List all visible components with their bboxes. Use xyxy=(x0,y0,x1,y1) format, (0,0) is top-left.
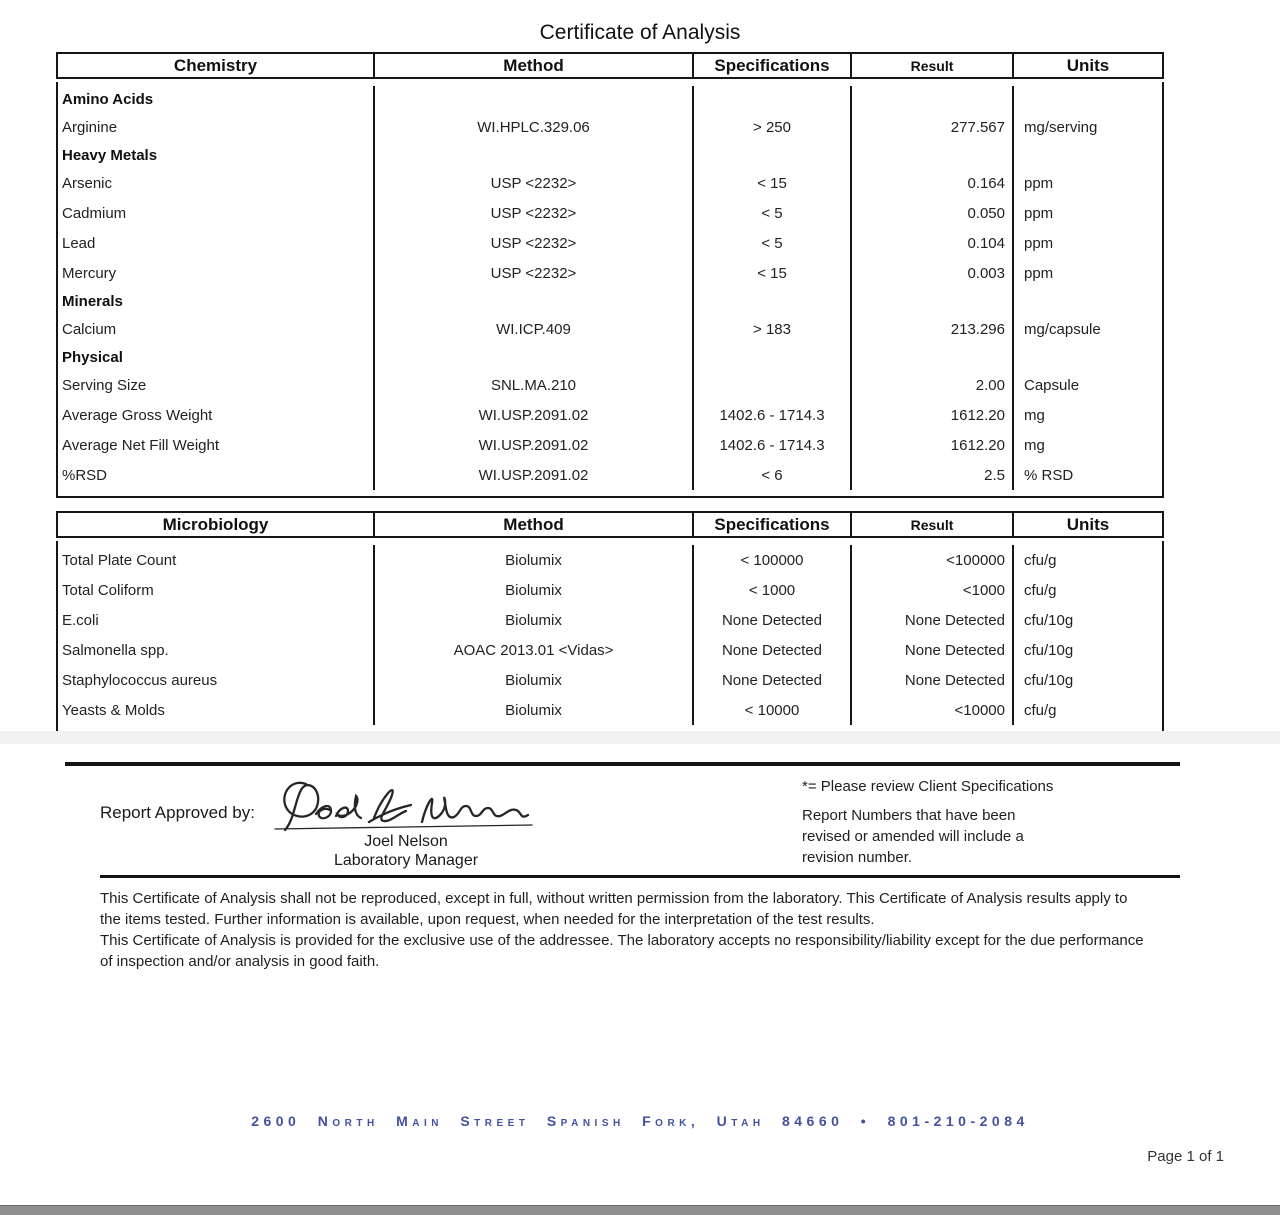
table-row xyxy=(58,198,1162,228)
column-header-units: Units xyxy=(1066,514,1110,534)
analyte-cell: %RSD xyxy=(58,460,375,490)
units-cell: cfu/g xyxy=(1024,581,1057,599)
result-cell: 213.296 xyxy=(852,314,1014,344)
spec-cell: None Detected xyxy=(694,605,852,635)
spec-cell: < 5 xyxy=(694,228,852,258)
spec-cell: None Detected xyxy=(694,635,852,665)
spec-cell xyxy=(694,142,852,168)
analyte-cell: Average Net Fill Weight xyxy=(58,430,375,460)
spec-cell xyxy=(694,288,852,314)
units-cell: ppm xyxy=(1024,174,1054,192)
column-header-specifications: Specifications xyxy=(694,54,852,77)
result-cell: 0.003 xyxy=(852,258,1014,288)
table-row xyxy=(58,228,1162,258)
result-cell xyxy=(852,86,1014,112)
units-cell: cfu/10g xyxy=(1024,611,1074,629)
method-cell xyxy=(375,344,694,370)
method-cell: USP <2232> xyxy=(375,168,694,198)
analyte-cell: Salmonella spp. xyxy=(58,635,375,665)
page-title: Certificate of Analysis xyxy=(539,21,741,44)
result-cell: 2.00 xyxy=(852,370,1014,400)
microbiology-table-body xyxy=(56,541,1164,733)
method-cell: Biolumix xyxy=(375,665,694,695)
result-cell: <100000 xyxy=(852,545,1014,575)
method-cell: USP <2232> xyxy=(375,198,694,228)
units-cell: mg/capsule xyxy=(1024,320,1101,338)
column-header-method: Method xyxy=(375,513,694,536)
table-row xyxy=(58,605,1162,635)
group-row xyxy=(58,288,1162,314)
column-header-method: Method xyxy=(375,54,694,77)
microbiology-table-header xyxy=(56,511,1164,538)
analyte-cell: Staphylococcus aureus xyxy=(58,665,375,695)
signer-title: Laboratory Manager xyxy=(333,852,479,869)
spec-cell: 1402.6 - 1714.3 xyxy=(694,400,852,430)
spec-cell xyxy=(694,370,852,400)
disclaimer-paragraph-2: This Certificate of Analysis is provided for the exclusive use of the addressee. The laboratory accepts no responsibility/liability except for the due performance of inspection and/or analysis in good faith. xyxy=(100,932,1144,970)
units-cell: mg xyxy=(1024,406,1045,424)
result-cell xyxy=(852,288,1014,314)
window-edge-bar xyxy=(0,1205,1280,1215)
units-cell: cfu/g xyxy=(1024,551,1057,569)
result-cell: 0.050 xyxy=(852,198,1014,228)
spec-cell: None Detected xyxy=(694,665,852,695)
method-cell: WI.HPLC.329.06 xyxy=(375,112,694,142)
method-cell: WI.USP.2091.02 xyxy=(375,460,694,490)
column-header-chemistry: Chemistry xyxy=(58,54,375,77)
analyte-cell: Physical xyxy=(58,344,375,370)
result-cell: 2.5 xyxy=(852,460,1014,490)
analyte-cell: Total Coliform xyxy=(58,575,375,605)
page-number-label: Page 1 of 1 xyxy=(1147,1148,1224,1165)
table-row xyxy=(58,258,1162,288)
client-spec-note: *= Please review Client Specifications xyxy=(802,778,1054,795)
units-cell: cfu/g xyxy=(1024,701,1057,719)
method-cell: Biolumix xyxy=(375,545,694,575)
units-cell: mg xyxy=(1024,436,1045,454)
table-row xyxy=(58,545,1162,575)
table-row xyxy=(58,400,1162,430)
method-cell: USP <2232> xyxy=(375,228,694,258)
table-row xyxy=(58,575,1162,605)
units-cell: ppm xyxy=(1024,204,1054,222)
table-row xyxy=(58,314,1162,344)
result-cell: 0.104 xyxy=(852,228,1014,258)
table-row xyxy=(58,635,1162,665)
method-cell xyxy=(375,142,694,168)
group-row xyxy=(58,86,1162,112)
method-cell: Biolumix xyxy=(375,575,694,605)
lab-address: 2600 North Main Street Spanish Fork, Utah 84660 • 801-210-2084 xyxy=(251,1113,1029,1129)
result-cell: <1000 xyxy=(852,575,1014,605)
units-cell: ppm xyxy=(1024,264,1054,282)
analyte-cell: Lead xyxy=(58,228,375,258)
result-cell: None Detected xyxy=(852,605,1014,635)
method-cell: SNL.MA.210 xyxy=(375,370,694,400)
units-cell xyxy=(1014,142,1162,168)
units-cell xyxy=(1014,288,1162,314)
units-cell: mg/serving xyxy=(1024,118,1098,136)
table-row xyxy=(58,112,1162,142)
table-row xyxy=(58,168,1162,198)
chemistry-table-header xyxy=(56,52,1164,79)
analyte-cell: Minerals xyxy=(58,288,375,314)
chemistry-table xyxy=(56,52,1164,498)
column-header-result: Result xyxy=(852,513,1014,536)
units-cell xyxy=(1014,86,1162,112)
units-cell: % RSD xyxy=(1024,466,1074,484)
result-cell xyxy=(852,142,1014,168)
result-cell: 1612.20 xyxy=(852,430,1014,460)
units-cell: ppm xyxy=(1024,234,1054,252)
analyte-cell: E.coli xyxy=(58,605,375,635)
units-cell: cfu/10g xyxy=(1024,671,1074,689)
result-cell xyxy=(852,344,1014,370)
analyte-cell: Total Plate Count xyxy=(58,545,375,575)
analyte-cell: Serving Size xyxy=(58,370,375,400)
column-header-microbiology: Microbiology xyxy=(58,513,375,536)
spec-cell: < 15 xyxy=(694,168,852,198)
spec-cell: < 1000 xyxy=(694,575,852,605)
result-cell: None Detected xyxy=(852,665,1014,695)
method-cell xyxy=(375,288,694,314)
analyte-cell: Arginine xyxy=(58,112,375,142)
method-cell: Biolumix xyxy=(375,695,694,725)
method-cell: Biolumix xyxy=(375,605,694,635)
analyte-cell: Arsenic xyxy=(58,168,375,198)
result-cell: <10000 xyxy=(852,695,1014,725)
analyte-cell: Mercury xyxy=(58,258,375,288)
group-row xyxy=(58,142,1162,168)
method-cell: WI.ICP.409 xyxy=(375,314,694,344)
table-row xyxy=(58,460,1162,490)
table-row xyxy=(58,695,1162,725)
spec-cell: < 15 xyxy=(694,258,852,288)
method-cell: WI.USP.2091.02 xyxy=(375,430,694,460)
table-row xyxy=(58,370,1162,400)
table-row xyxy=(58,430,1162,460)
disclaimer-paragraph-1: This Certificate of Analysis shall not be reproduced, except in full, without written permission from the laboratory. This Certificate of Analysis results apply to the items tested. Further information is available, upon request, when needed for the interpretation of the test results. xyxy=(100,890,1128,928)
analyte-cell: Heavy Metals xyxy=(58,142,375,168)
column-header-specifications: Specifications xyxy=(694,513,852,536)
column-header-result: Result xyxy=(852,54,1014,77)
chemistry-table-body xyxy=(56,82,1164,498)
revision-note: Report Numbers that have been revised or amended will include a revision number. xyxy=(802,807,1024,866)
units-cell: cfu/10g xyxy=(1024,641,1074,659)
units-cell: Capsule xyxy=(1024,376,1080,394)
analyte-cell: Cadmium xyxy=(58,198,375,228)
spec-cell: < 5 xyxy=(694,198,852,228)
horizontal-rule-bottom xyxy=(100,875,1180,878)
result-cell: 1612.20 xyxy=(852,400,1014,430)
units-cell xyxy=(1014,344,1162,370)
report-approved-by-label: Report Approved by: xyxy=(100,803,255,822)
result-cell: 0.164 xyxy=(852,168,1014,198)
spec-cell: < 6 xyxy=(694,460,852,490)
result-cell: None Detected xyxy=(852,635,1014,665)
group-row xyxy=(58,344,1162,370)
method-cell xyxy=(375,86,694,112)
spec-cell: > 250 xyxy=(694,112,852,142)
method-cell: WI.USP.2091.02 xyxy=(375,400,694,430)
method-cell: USP <2232> xyxy=(375,258,694,288)
analyte-cell: Average Gross Weight xyxy=(58,400,375,430)
table-row xyxy=(58,665,1162,695)
disclaimer-text xyxy=(100,888,1148,972)
signer-name: Joel Nelson xyxy=(364,833,448,850)
spec-cell: < 10000 xyxy=(694,695,852,725)
result-cell: 277.567 xyxy=(852,112,1014,142)
signature xyxy=(272,770,540,832)
spec-cell: > 183 xyxy=(694,314,852,344)
signature-block xyxy=(272,770,540,870)
microbiology-table xyxy=(56,511,1164,733)
page-break-strip xyxy=(0,731,1280,744)
horizontal-rule-top xyxy=(65,762,1180,766)
analyte-cell: Calcium xyxy=(58,314,375,344)
spec-cell: < 100000 xyxy=(694,545,852,575)
notes-block xyxy=(802,778,1058,868)
analyte-cell: Yeasts & Molds xyxy=(58,695,375,725)
spec-cell: 1402.6 - 1714.3 xyxy=(694,430,852,460)
table-spacer xyxy=(0,498,1280,511)
spec-cell xyxy=(694,344,852,370)
spec-cell xyxy=(694,86,852,112)
column-header-units: Units xyxy=(1066,55,1110,75)
analyte-cell: Amino Acids xyxy=(58,86,375,112)
method-cell: AOAC 2013.01 <Vidas> xyxy=(375,635,694,665)
